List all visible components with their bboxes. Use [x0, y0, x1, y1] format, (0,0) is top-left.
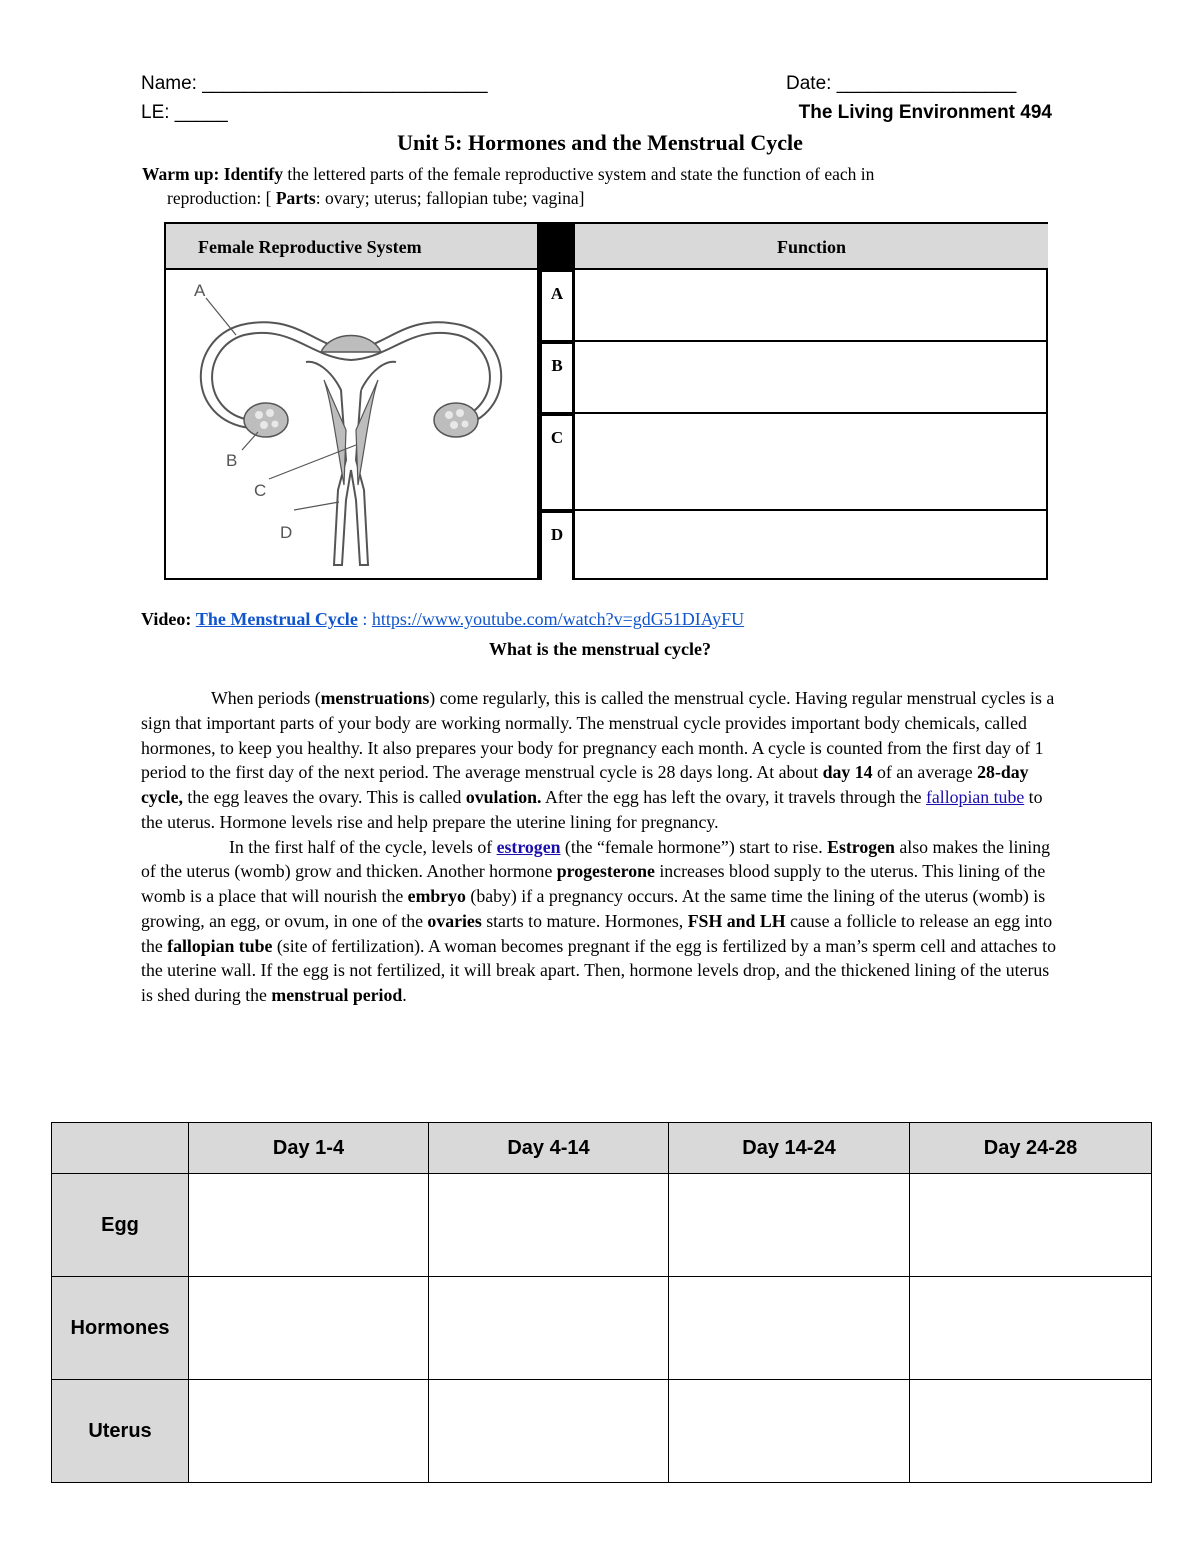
page-title: Unit 5: Hormones and the Menstrual Cycle — [397, 130, 803, 155]
answer-cell[interactable] — [910, 1277, 1152, 1380]
table-header-function: Function — [575, 224, 1048, 270]
section-question: What is the menstrual cycle? — [489, 639, 711, 659]
parts-label: Parts — [275, 188, 316, 208]
warmup-text-1: the lettered parts of the female reproductive system and state the function of each in — [283, 164, 875, 184]
table-header-system: Female Reproductive System — [166, 224, 539, 270]
label-d: D — [280, 523, 293, 542]
warmup-text-2b: : ovary; uterus; fallopian tube; vagina] — [315, 188, 585, 208]
table-row — [52, 1174, 1152, 1277]
answer-cell[interactable] — [189, 1380, 429, 1483]
date-field[interactable]: Date: _________________ — [786, 73, 1017, 94]
warmup-verb: Identify — [223, 164, 283, 184]
corner-cell — [52, 1123, 189, 1174]
answer-cell[interactable] — [910, 1380, 1152, 1483]
answer-cell[interactable] — [189, 1277, 429, 1380]
function-cell-c[interactable] — [575, 414, 1048, 511]
video-line — [141, 609, 744, 630]
row-header-egg: Egg — [52, 1174, 189, 1277]
video-separator: : — [357, 609, 372, 629]
row-header-hormones: Hormones — [52, 1277, 189, 1380]
estrogen-link[interactable]: estrogen — [496, 836, 561, 857]
paragraph-1: When periods (menstruations) come regularly, this is called the menstrual cycle. Having regular menstrual cycles is a sign that important parts of your body are working normally. The menstrual cycle provides important body chemicals, called hormones, to keep you healthy. It also prepares your body for pregnancy each month. A cycle is counted from the first day of 1 period to the first day of the next period. The average menstrual cycle is 28 days long. At about day 14 of an average 28-day cycle, the egg leaves the ovary. This is called ovulation. After the egg has left the ovary, it travels through the fallopian tube to the uterus. Hormone levels rise and help prepare the uterine lining for pregnancy. — [141, 688, 1055, 832]
answer-cell[interactable] — [189, 1174, 429, 1277]
answer-cell[interactable] — [429, 1174, 669, 1277]
reading-passage — [141, 686, 1063, 1008]
answer-cell[interactable] — [429, 1277, 669, 1380]
answer-cell[interactable] — [669, 1174, 910, 1277]
function-cell-b[interactable] — [575, 342, 1048, 414]
col-header-day-14-24: Day 14-24 — [669, 1123, 910, 1174]
label-c: C — [254, 481, 267, 500]
col-header-day-1-4: Day 1-4 — [189, 1123, 429, 1174]
row-letter-d: D — [542, 513, 572, 580]
table-row — [52, 1277, 1152, 1380]
table-row — [52, 1380, 1152, 1483]
fallopian-tube-link[interactable]: fallopian tube — [925, 787, 1025, 807]
reproductive-diagram — [166, 270, 539, 580]
col-header-day-24-28: Day 24-28 — [910, 1123, 1152, 1174]
row-letter-b: B — [542, 344, 572, 412]
row-letter-a: A — [542, 272, 572, 340]
function-cell-d[interactable] — [575, 511, 1048, 580]
warmup-instructions — [142, 162, 1057, 210]
course-title: The Living Environment 494 — [798, 102, 1052, 123]
answer-cell[interactable] — [669, 1380, 910, 1483]
reproductive-table — [164, 222, 1048, 580]
warmup-lead: Warm up: — [142, 164, 220, 184]
answer-cell[interactable] — [429, 1380, 669, 1483]
reproductive-system-illustration — [166, 270, 537, 580]
row-header-uterus: Uterus — [52, 1380, 189, 1483]
le-field[interactable]: LE: _____ — [141, 102, 228, 123]
cycle-table — [51, 1122, 1152, 1483]
cycle-table-header-row — [52, 1123, 1152, 1174]
answer-cell[interactable] — [910, 1174, 1152, 1277]
video-label: Video: — [141, 609, 192, 629]
col-header-day-4-14: Day 4-14 — [429, 1123, 669, 1174]
label-b: B — [226, 451, 238, 470]
function-cell-a[interactable] — [575, 270, 1048, 342]
label-a: A — [194, 281, 206, 300]
name-field[interactable]: Name: ___________________________ — [141, 73, 488, 94]
video-url-link[interactable]: https://www.youtube.com/watch?v=gdG51DIAyFU — [371, 609, 745, 629]
row-letter-c: C — [542, 416, 572, 509]
video-title-link[interactable]: The Menstrual Cycle — [195, 609, 358, 629]
warmup-text-2a: reproduction: [ — [167, 188, 276, 208]
paragraph-2: In the first half of the cycle, levels of estrogen (the “female hormone”) start to rise. Estrogen also makes the lining of the uterus (womb) grow and thicken. Another hormone progesterone increases blood supply to the uterus. This lining of the womb is a place that will nourish the embryo (baby) if a pregnancy occurs. At the same time the lining of the uterus (womb) is growing, an egg, or ovum, in one of the ovaries starts to mature. Hormones, FSH and LH cause a follicle to release an egg into the fallopian tube (site of fertilization). A woman becomes pregnant if the egg is fertilized by a man’s sperm cell and attaches to the uterine wall. If the egg is not fertilized, it will break apart. Then, hormone levels drop, and the thickened lining of the uterus is shed during the menstrual period. — [141, 836, 1057, 1005]
answer-cell[interactable] — [669, 1277, 910, 1380]
